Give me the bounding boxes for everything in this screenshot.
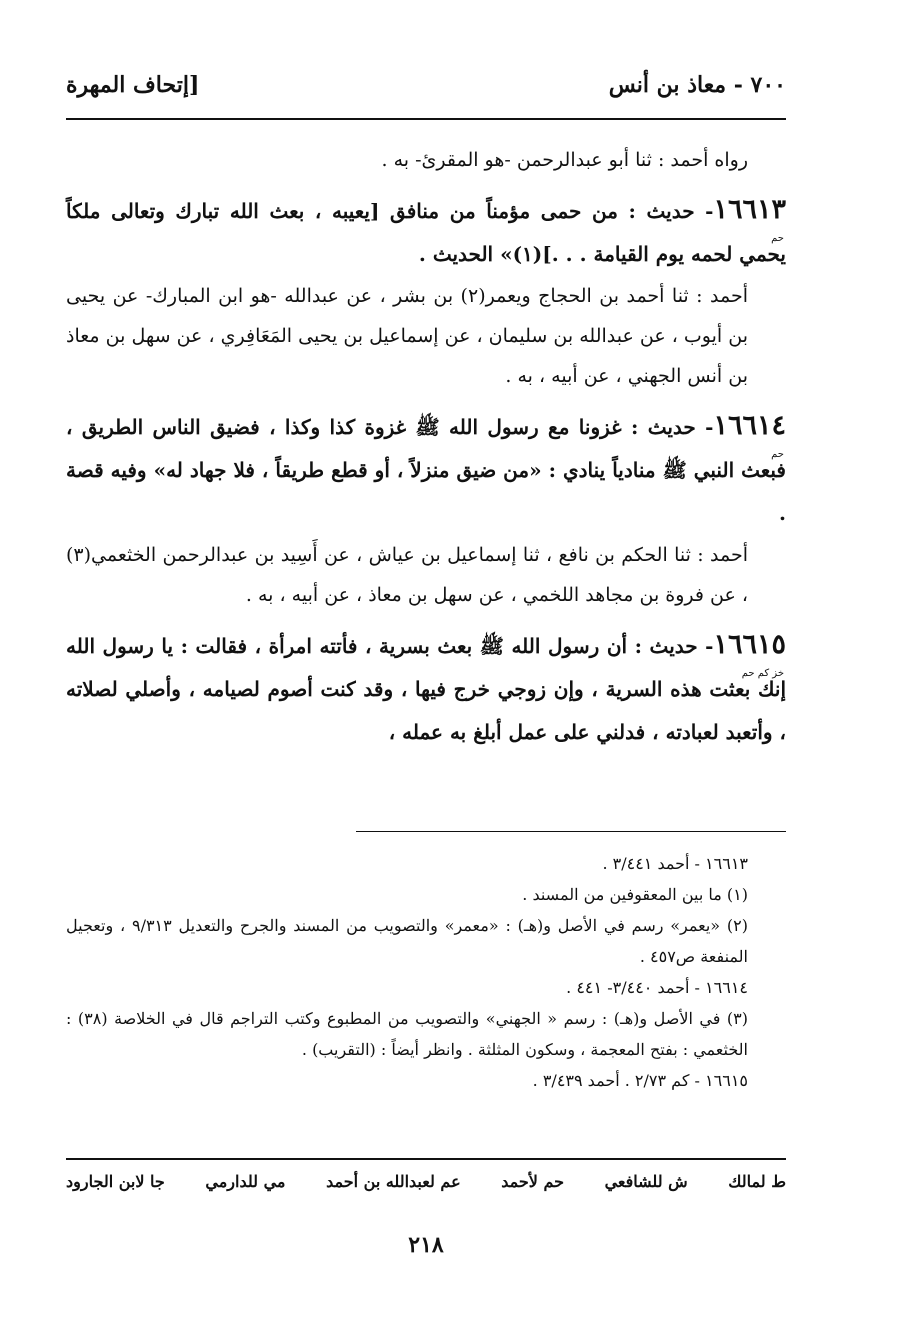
- sigla: حم: [771, 449, 784, 460]
- header-rule: [66, 118, 786, 120]
- page-number: ٢١٨: [408, 1232, 444, 1258]
- legend-item: عم لعبدالله بن أحمد: [326, 1172, 461, 1191]
- book-page: [66, 0, 786, 1317]
- footnote-rule: [356, 831, 786, 832]
- hadith-number-text: ١٦٦١٥: [713, 629, 786, 660]
- hadith-16613: [66, 188, 786, 276]
- footnote-line: (٢) «يعمر» رسم في الأصل و(هـ) : «معمر» والتصويب من المسند والجرح والتعديل ٩/٣١٣ ، وتعجيل المنفعة ص٤٥٧ .: [66, 916, 748, 966]
- hadith-16615: [66, 623, 786, 754]
- intro-line: رواه أحمد : ثنا أبو عبدالرحمن -هو المقرئ- به .: [381, 149, 748, 171]
- hadith-number-text: ١٦٦١٤: [713, 410, 786, 441]
- legend-item: ط لمالك: [728, 1172, 786, 1191]
- header-book-title: [إتحاف المهرة: [66, 72, 200, 98]
- footnotes: [66, 848, 786, 1096]
- legend-rule: [66, 1158, 786, 1160]
- main-text: [66, 140, 786, 754]
- hadith-text: - حديث : من حمى مؤمناً من منافق [يعيبه ، بعث الله تبارك وتعالى ملكاً يحمي لحمه يوم القيامة . . .](١)» الحديث .: [66, 199, 786, 266]
- legend-item: مي للدارمي: [205, 1172, 286, 1191]
- hadith-number: [713, 623, 786, 679]
- isnad-16613: أحمد : ثنا أحمد بن الحجاج ويعمر(٢) بن بشر ، عن عبدالله -هو ابن المبارك- عن يحيى بن أيوب ، عن عبدالله بن سليمان ، عن إسماعيل بن يحيى المَعَافِري ، عن سهل بن معاذ بن أنس الجهني ، عن أبيه ، به .: [66, 285, 749, 387]
- hadith-text: - حديث : غزونا مع رسول الله ﷺ غزوة كذا وكذا ، فضيق الناس الطريق ، فبعث النبي ﷺ منادياً ينادي : «من ضيق منزلاً ، أو قطع طريقاً ، فلا جهاد له» وفيه قصة .: [66, 415, 786, 525]
- footnote-line: (٣) في الأصل و(هـ) : رسم « الجهني» والتصويب من المطبوع وكتب التراجم قال في الخلاصة (٣٨) : الخثعمي : بفتح المعجمة ، وسكون المثلثة . وانظر أيضاً : (التقريب) .: [66, 1009, 749, 1059]
- sigla-legend: [66, 1172, 786, 1191]
- hadith-number: [713, 188, 786, 244]
- hadith-text: - حديث : أن رسول الله ﷺ بعث بسرية ، فأتته امرأة ، فقالت : يا رسول الله إنك بعثت هذه السرية ، وإن زوجي خرج فيها ، وقد كنت أصوم لصيامه ، وأصلي لصلاته ، وأتعبد لعبادته ، فدلني على عمل أبلغ به عمله ،: [66, 634, 786, 744]
- legend-item: ش للشافعي: [604, 1172, 688, 1191]
- hadith-16614: [66, 404, 786, 535]
- legend-item: حم لأحمد: [501, 1172, 564, 1191]
- footnote-line: ١٦٦١٤ - أحمد ٣/٤٤٠- ٤٤١ .: [566, 978, 748, 997]
- footnote-line: (١) ما بين المعقوفين من المسند .: [522, 885, 748, 904]
- running-header: [66, 72, 786, 106]
- legend-item: جا لابن الجارود: [66, 1172, 165, 1191]
- hadith-number: [713, 404, 786, 460]
- sigla: حم: [771, 233, 784, 244]
- header-chapter-title: ٧٠٠ - معاذ بن أنس: [608, 72, 786, 98]
- hadith-number-text: ١٦٦١٣: [713, 194, 786, 225]
- footnote-line: ١٦٦١٥ - كم ٢/٧٣ . أحمد ٣/٤٣٩ .: [532, 1071, 748, 1090]
- footnote-line: ١٦٦١٣ - أحمد ٣/٤٤١ .: [602, 854, 748, 873]
- sigla: خز كم حم: [741, 668, 784, 679]
- isnad-16614: أحمد : ثنا الحكم بن نافع ، ثنا إسماعيل بن عياش ، عن أَسِيد بن عبدالرحمن الخثعمي(٣) ، عن فروة بن مجاهد اللخمي ، عن سهل بن معاذ ، عن أبيه ، به .: [66, 544, 748, 606]
